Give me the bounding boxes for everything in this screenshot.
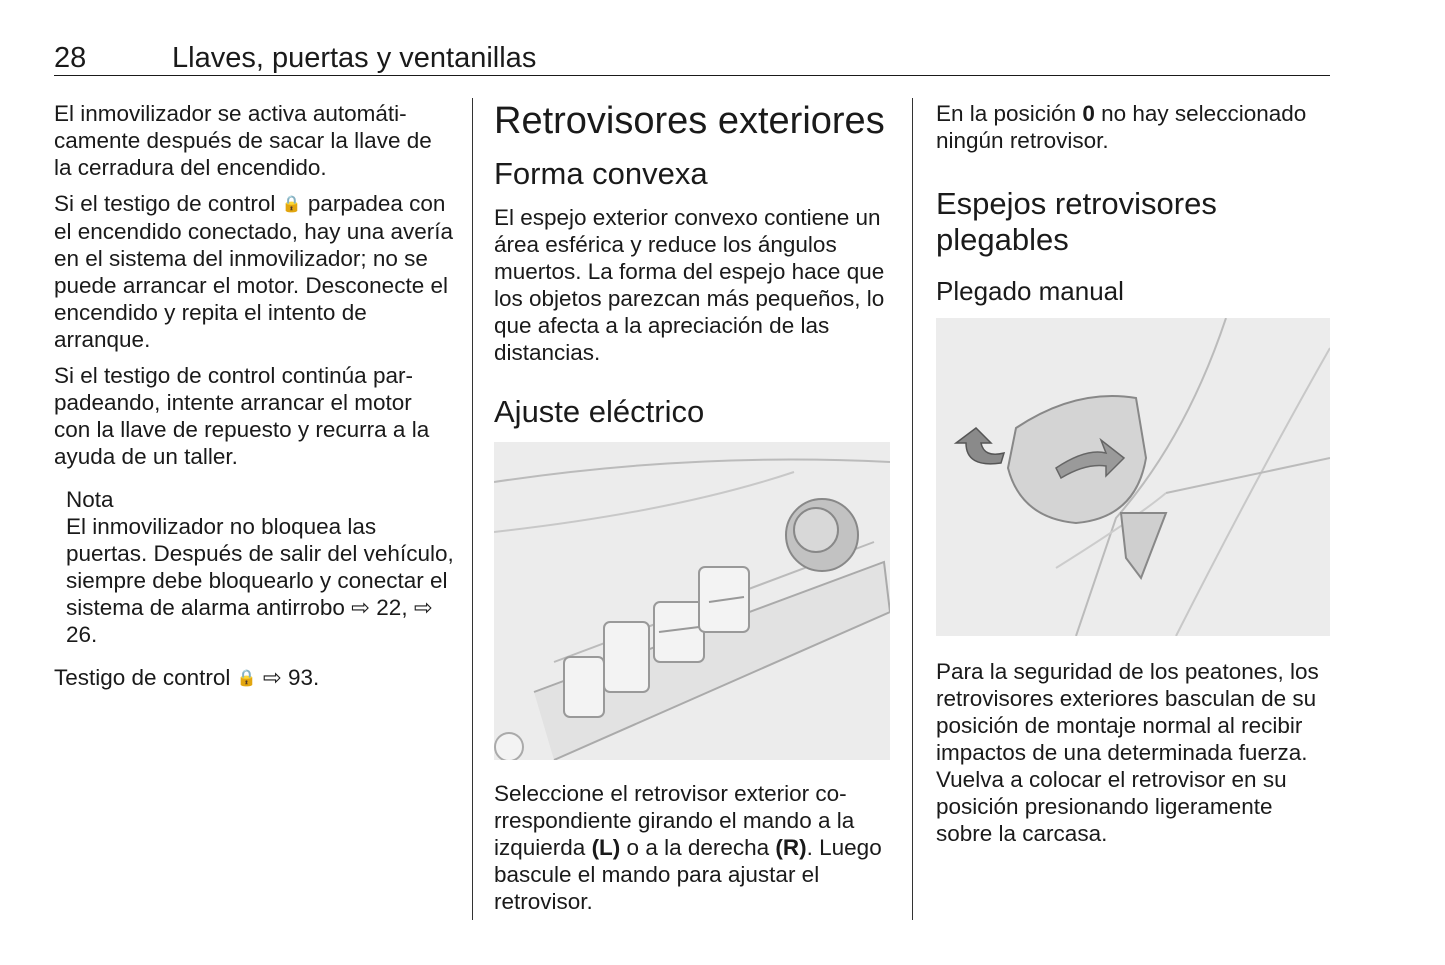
page-header xyxy=(54,42,1330,76)
page-number: 28 xyxy=(54,42,87,74)
note-title: Nota xyxy=(66,487,114,512)
paragraph: Para la seguridad de los peatones, los retrovisores exteriores basculan de su posición de montaje normal al recibir impactos de una determinada fuerza. Vuelva a colocar el retrovisor en su posición presionando ligeramente sobre la carcasa. xyxy=(936,659,1319,846)
mirror-switch-illustration xyxy=(494,442,890,760)
folding-mirror-drawing xyxy=(936,318,1330,636)
folding-mirror-illustration xyxy=(936,318,1330,636)
left-label: (L) xyxy=(591,835,621,860)
note-text: El inmovilizador no bloquea las puertas. Después de salir del vehículo, siempre debe bloquearlo y conectar el sistema de alarma antirrobo ⇨ 22, ⇨ 26. xyxy=(66,514,454,647)
ref-arrow-icon: ⇨ xyxy=(262,665,282,690)
ref-arrow-icon: ⇨ xyxy=(413,595,433,620)
paragraph: Seleccione el retrovisor exterior correspondiente girando el mando a la izquierda (L) o a la derecha (R). Luego bascule el mando para ajustar el retrovisor. xyxy=(494,781,882,914)
note-box xyxy=(66,486,454,648)
column-divider xyxy=(912,98,913,920)
column-middle xyxy=(494,100,894,924)
paragraph: Testigo de control 🔒 ⇨ 93. xyxy=(54,665,320,690)
page-link[interactable]: 22 xyxy=(376,595,402,620)
page-link[interactable]: 93 xyxy=(287,665,313,690)
lock-icon: 🔒 xyxy=(236,670,257,687)
position-zero: 0 xyxy=(1082,101,1095,126)
column-left xyxy=(54,100,454,701)
page-link[interactable]: 26 xyxy=(66,622,92,647)
paragraph: Si el testigo de control 🔒 parpadea con el encendido conectado, hay una avería en el sistema del inmovilizador; no se puede arrancar el motor. Desconecte el encendido y repita el intento de arranque. xyxy=(54,191,454,352)
chapter-title: Llaves, puertas y ventanillas xyxy=(172,42,537,74)
subsection-title: Espejos retrovisores plegables xyxy=(936,186,1217,257)
paragraph: El inmovilizador se activa automáticamente después de sacar la llave de la cerradura del encendido. xyxy=(54,101,432,180)
column-right xyxy=(936,100,1332,856)
ref-arrow-icon: ⇨ xyxy=(351,595,371,620)
subsubsection-title: Plegado manual xyxy=(936,276,1124,306)
paragraph: Si el testigo de control continúa parpadeando, intente arrancar el motor con la llave de repuesto y recurra a la ayuda de un taller. xyxy=(54,363,430,469)
subsection-title: Forma convexa xyxy=(494,156,708,191)
paragraph: En la posición 0 no hay seleccionado ningún retrovisor. xyxy=(936,101,1307,153)
mirror-switch-drawing xyxy=(494,442,890,760)
section-title: Retrovisores exteriores xyxy=(494,100,885,142)
paragraph: El espejo exterior convexo contiene un área esférica y reduce los ángulos muertos. La forma del espejo hace que los objetos parezcan más pequeños, lo que afecta a la apreciación de las distancias. xyxy=(494,205,885,365)
column-divider xyxy=(472,98,473,920)
lock-icon: 🔒 xyxy=(281,196,302,213)
right-label: (R) xyxy=(775,835,807,860)
subsection-title: Ajuste eléctrico xyxy=(494,394,705,429)
